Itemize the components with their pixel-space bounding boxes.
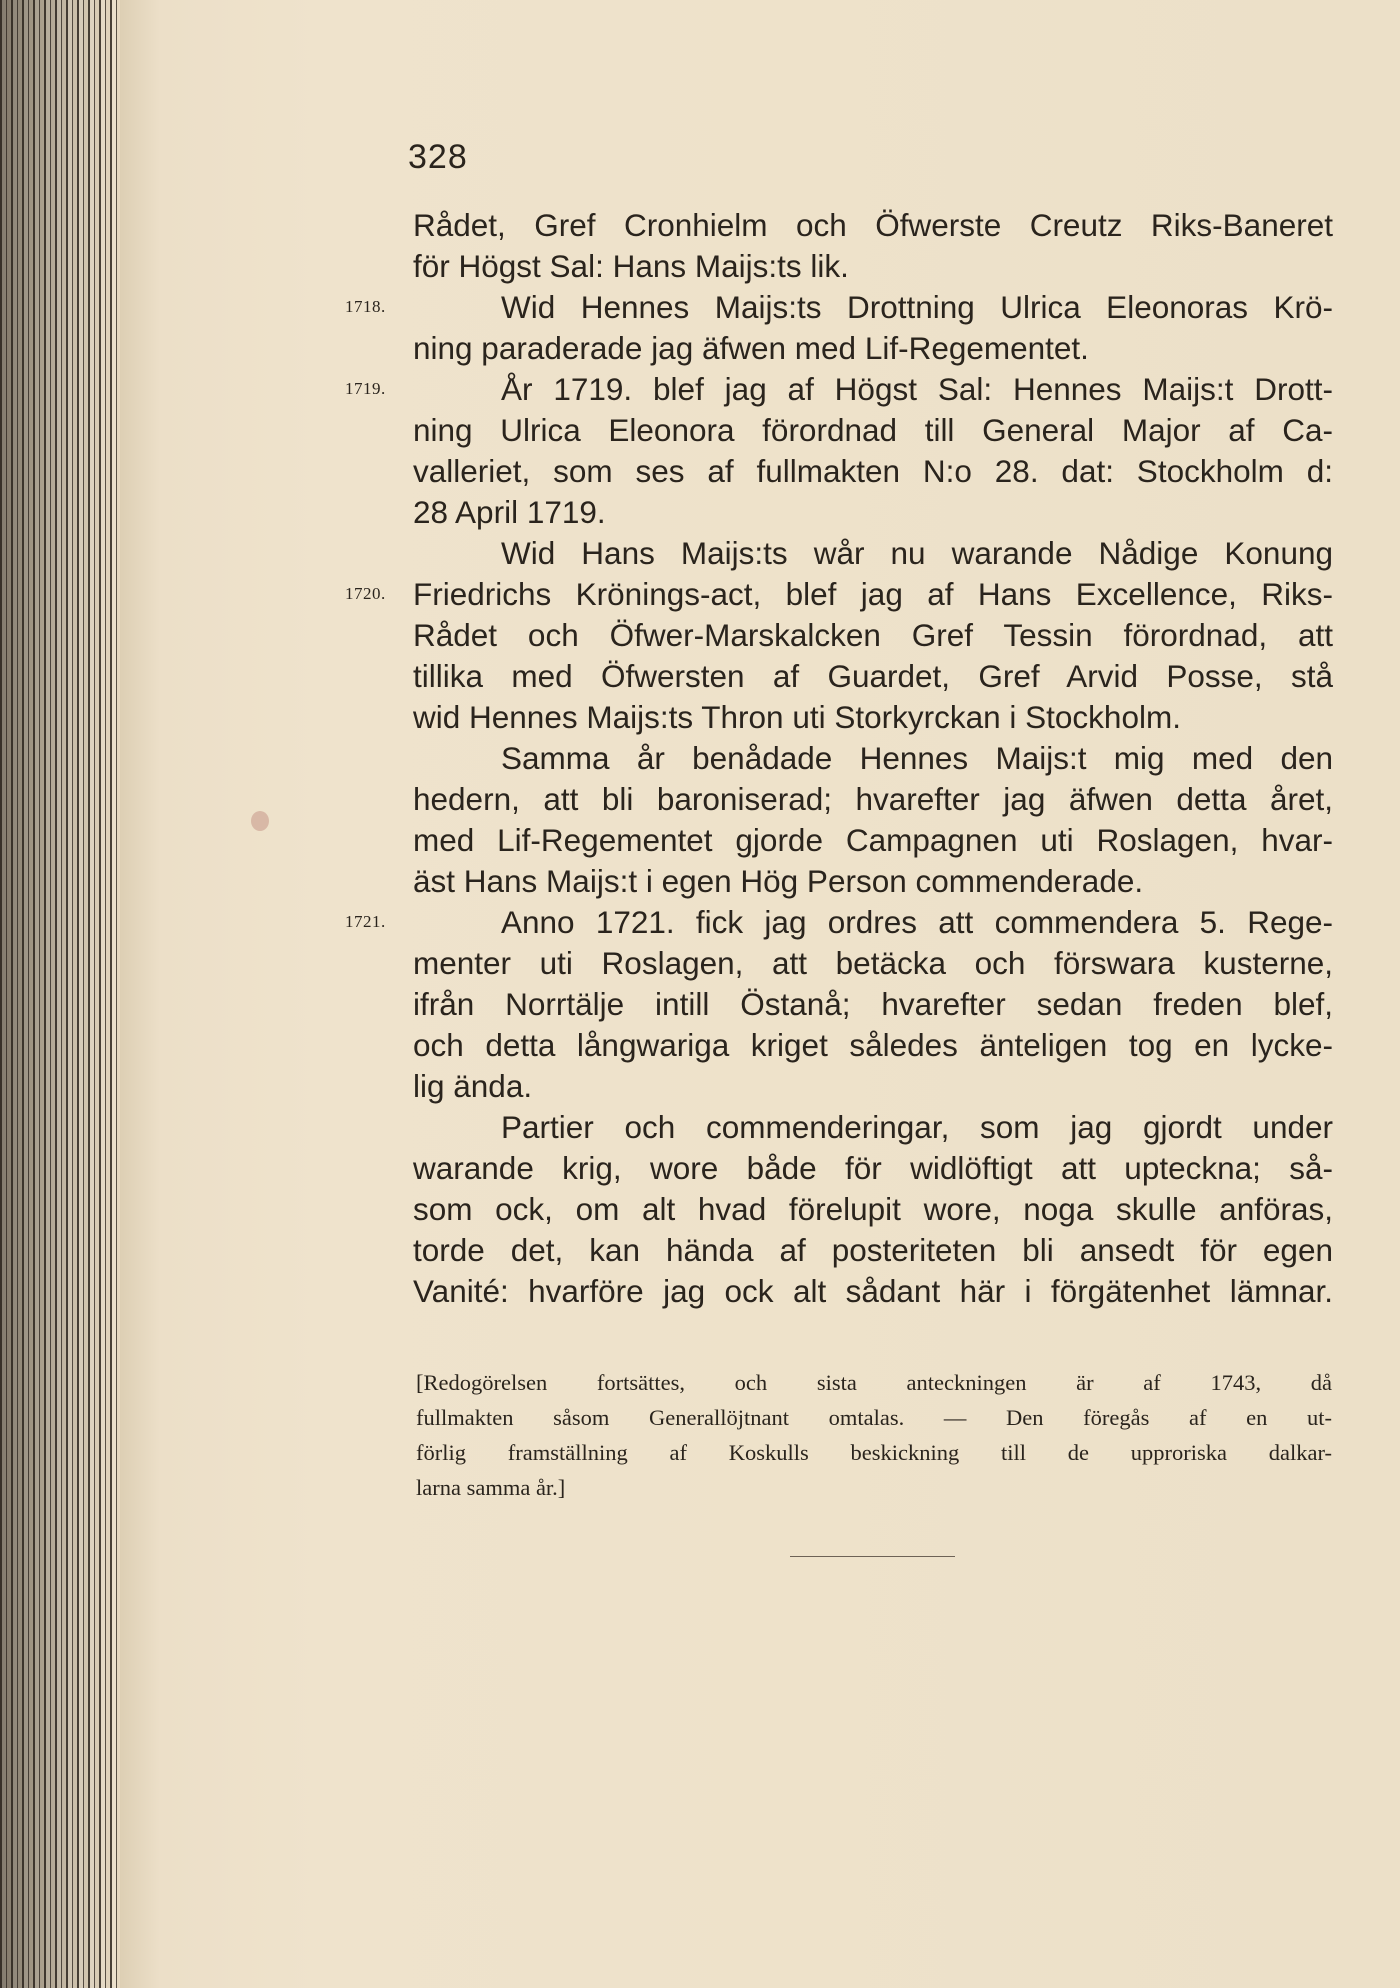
text-line [413, 820, 1333, 861]
text-line-content: Vanité: hvarföre jag ock alt sådant här i förgätenhet lämnar. [413, 1273, 1333, 1309]
text-line-content: med Lif-Regementet gjorde Campagnen uti Roslagen, hvar- [413, 822, 1333, 858]
text-line [413, 1230, 1333, 1271]
text-line-content: tillika med Öfwersten af Guardet, Gref Arvid Posse, stå [413, 658, 1333, 694]
text-line [413, 492, 1333, 533]
text-line-content: ning paraderade jag äfwen med Lif-Regementet. [413, 330, 1089, 366]
text-line [345, 902, 1333, 943]
text-line [345, 369, 1333, 410]
paper-stain [251, 811, 269, 831]
text-line [413, 246, 1333, 287]
margin-year: 1720. [345, 584, 386, 603]
text-line [413, 1271, 1333, 1312]
main-text [345, 205, 1333, 1312]
margin-year: 1719. [345, 379, 386, 398]
text-line [413, 697, 1333, 738]
text-line [413, 451, 1333, 492]
text-line-content: ning Ulrica Eleonora förordnad till General Major af Ca- [413, 412, 1333, 448]
text-line-content: wid Hennes Maijs:ts Thron uti Storkyrckan i Stockholm. [413, 699, 1181, 735]
text-line-content: År 1719. blef jag af Högst Sal: Hennes Maijs:t Drott- [501, 371, 1333, 407]
text-line-content: äst Hans Maijs:t i egen Hög Person commenderade. [413, 863, 1144, 899]
text-line-content: Rådet, Gref Cronhielm och Öfwerste Creutz Riks-Baneret [413, 207, 1333, 243]
note-line: larna samma år.] [416, 1475, 566, 1500]
text-line-content: Samma år benådade Hennes Maijs:t mig med den [501, 740, 1333, 776]
text-line [413, 1066, 1333, 1107]
text-line [413, 1025, 1333, 1066]
margin-year: 1721. [345, 912, 386, 931]
text-line-content: som ock, om alt hvad förelupit wore, noga skulle anföras, [413, 1191, 1333, 1227]
text-line [413, 656, 1333, 697]
text-line [413, 533, 1333, 574]
section-divider [790, 1556, 955, 1557]
text-line-content: torde det, kan hända af posteriteten bli ansedt för egen [413, 1232, 1333, 1268]
text-line-content: Anno 1721. fick jag ordres att commendera 5. Rege- [501, 904, 1333, 940]
text-line-content: Partier och commenderingar, som jag gjordt under [501, 1109, 1333, 1145]
editor-note [416, 1365, 1332, 1505]
text-line-content: ifrån Norrtälje intill Östanå; hvarefter sedan freden blef, [413, 986, 1333, 1022]
text-line [345, 287, 1333, 328]
text-line [413, 1107, 1333, 1148]
text-line-content: Wid Hennes Maijs:ts Drottning Ulrica Eleonoras Krö- [501, 289, 1333, 325]
text-line [413, 205, 1333, 246]
text-line-content: lig ända. [413, 1068, 533, 1104]
text-line [413, 943, 1333, 984]
text-line-content: warande krig, wore både för widlöftigt att upteckna; så- [413, 1150, 1333, 1186]
text-line-content: hedern, att bli baroniserad; hvarefter jag äfwen detta året, [413, 781, 1333, 817]
text-line-content: för Högst Sal: Hans Maijs:ts lik. [413, 248, 849, 284]
spine-shadow [0, 0, 120, 1988]
page-number: 328 [408, 138, 468, 176]
text-line [413, 738, 1333, 779]
text-line-content: Rådet och Öfwer-Marskalcken Gref Tessin förordnad, att [413, 617, 1333, 653]
text-line-content: valleriet, som ses af fullmakten N:o 28. dat: Stockholm d: [413, 453, 1333, 489]
text-line [345, 574, 1333, 615]
text-line [413, 779, 1333, 820]
text-line [413, 1148, 1333, 1189]
text-line [413, 861, 1333, 902]
text-line-content: Wid Hans Maijs:ts wår nu warande Nådige Konung [501, 535, 1333, 571]
text-line [413, 615, 1333, 656]
margin-year: 1718. [345, 297, 386, 316]
text-line-content: menter uti Roslagen, att betäcka och förswara kusterne, [413, 945, 1333, 981]
text-line [413, 410, 1333, 451]
text-line-content: Friedrichs Krönings-act, blef jag af Hans Excellence, Riks- [413, 576, 1333, 612]
note-line: fullmakten såsom Generallöjtnant omtalas. — Den föregås af en ut- [416, 1405, 1332, 1430]
text-line [413, 1189, 1333, 1230]
text-line-content: 28 April 1719. [413, 494, 606, 530]
note-line: [Redogörelsen fortsättes, och sista anteckningen är af 1743, då [416, 1370, 1332, 1395]
text-line-content: och detta långwariga kriget således änteligen tog en lycke- [413, 1027, 1333, 1063]
text-line [413, 984, 1333, 1025]
note-line: förlig framställning af Koskulls beskickning till de upproriska dalkar- [416, 1440, 1332, 1465]
text-line [413, 328, 1333, 369]
